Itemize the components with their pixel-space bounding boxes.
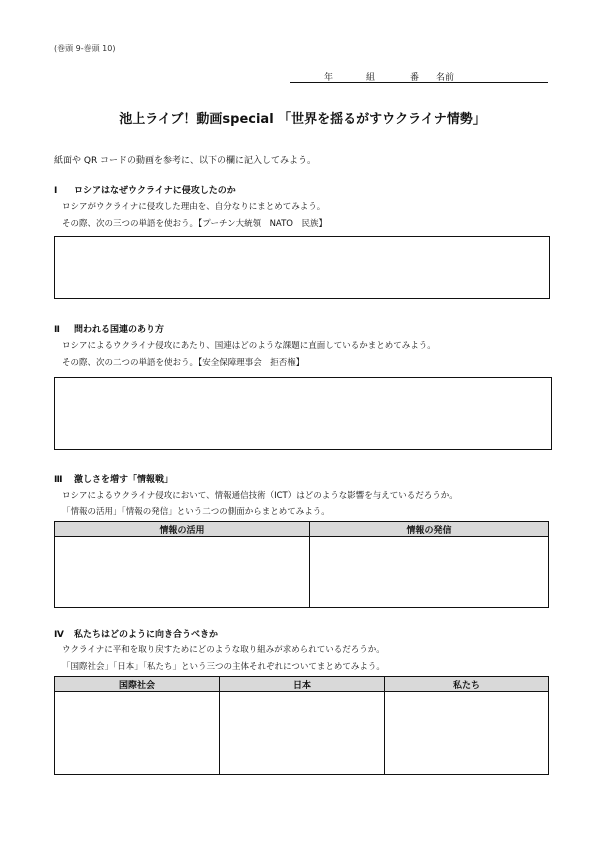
section-1-instruction-2: その際、次の三つの単語を使おう。【プーチン大統領 NATO 民族】 bbox=[62, 219, 327, 229]
section-1-instruction-1: ロシアがウクライナに侵攻した理由を、自分なりにまとめてみよう。 bbox=[62, 202, 326, 212]
section-2-instruction-1: ロシアによるウクライナ侵攻にあたり、国連はどのような課題に直面しているかまとめてみよう。 bbox=[62, 341, 436, 351]
number-label: 番 bbox=[410, 73, 420, 83]
section-4-instruction-1: ウクライナに平和を取り戻すためにどのような取り組みが求められているだろうか。 bbox=[62, 645, 385, 655]
section-1-answer-box[interactable] bbox=[54, 236, 550, 299]
class-label: 組 bbox=[366, 73, 376, 83]
column-header-ourselves: 私たち bbox=[385, 677, 549, 692]
page-reference: (巻頭 9-巻頭 10) bbox=[54, 44, 116, 53]
section-3-instruction-1: ロシアによるウクライナ侵攻において、情報通信技術（ICT）はどのような影響を与えているだろうか。 bbox=[62, 491, 458, 501]
name-label: 名前 bbox=[436, 73, 455, 83]
section-3-instruction-2: 「情報の活用」「情報の発信」という二つの側面からまとめてみよう。 bbox=[62, 507, 330, 517]
answer-cell-ourselves[interactable] bbox=[385, 692, 549, 775]
section-2-title: 問われる国連のあり方 bbox=[74, 325, 165, 335]
section-3-number: Ⅲ bbox=[54, 475, 63, 485]
column-header-info-dissemination: 情報の発信 bbox=[310, 522, 549, 537]
year-label: 年 bbox=[324, 73, 334, 83]
section-2-answer-box[interactable] bbox=[54, 377, 552, 450]
section-1-number: Ⅰ bbox=[54, 186, 58, 196]
section-4-table bbox=[54, 676, 549, 775]
column-header-international-society: 国際社会 bbox=[55, 677, 220, 692]
worksheet-title: 池上ライブ！動画special 「世界を揺るがすウクライナ情勢」 bbox=[119, 112, 486, 127]
section-4-title: 私たちはどのように向き合うべきか bbox=[74, 630, 219, 640]
section-3-title: 激しさを増す「情報戦」 bbox=[74, 475, 174, 485]
name-entry-line[interactable] bbox=[290, 70, 548, 83]
answer-cell-international-society[interactable] bbox=[55, 692, 220, 775]
section-4-heading bbox=[54, 627, 218, 640]
answer-cell-japan[interactable] bbox=[220, 692, 385, 775]
section-2-heading bbox=[54, 322, 164, 335]
section-4-header-row bbox=[55, 677, 549, 692]
section-1-heading bbox=[54, 183, 236, 196]
section-3-heading bbox=[54, 472, 173, 485]
section-3-table bbox=[54, 521, 549, 608]
section-2-instruction-2: その際、次の二つの単語を使おう。【安全保障理事会 拒否権】 bbox=[62, 358, 305, 368]
section-3-answer-row bbox=[55, 537, 549, 608]
answer-cell-info-dissemination[interactable] bbox=[310, 537, 549, 608]
section-3-header-row bbox=[55, 522, 549, 537]
section-4-number: Ⅳ bbox=[54, 630, 64, 640]
section-1-title: ロシアはなぜウクライナに侵攻したのか bbox=[74, 186, 236, 196]
section-2-number: Ⅱ bbox=[54, 325, 60, 335]
answer-cell-info-use[interactable] bbox=[55, 537, 310, 608]
column-header-info-use: 情報の活用 bbox=[55, 522, 310, 537]
section-4-instruction-2: 「国際社会」「日本」「私たち」という三つの主体それぞれについてまとめてみよう。 bbox=[62, 662, 385, 672]
column-header-japan: 日本 bbox=[220, 677, 385, 692]
section-4-answer-row bbox=[55, 692, 549, 775]
intro-text: 紙面や QR コードの動画を参考に、以下の欄に記入してみよう。 bbox=[54, 156, 317, 166]
